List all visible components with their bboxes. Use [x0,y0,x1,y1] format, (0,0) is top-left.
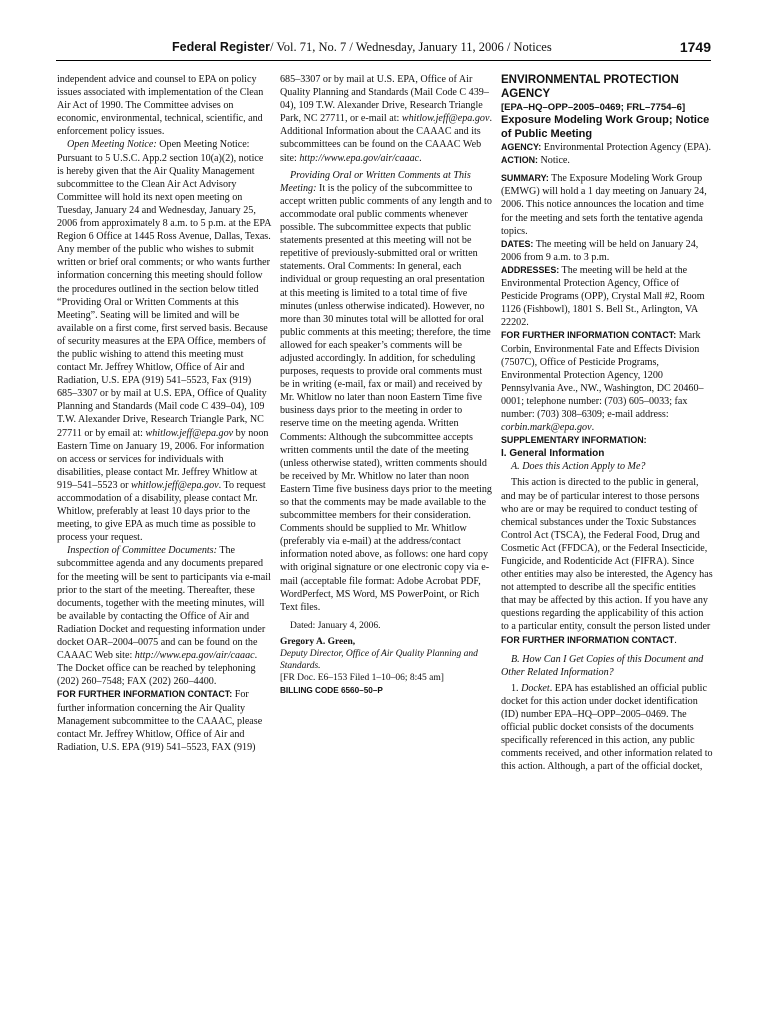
paragraph-label: Providing Oral or Written Comments at This Meeting: [280,169,471,194]
page-number: 1749 [679,39,711,55]
paragraph-text: For further information concerning the Air Quality Management subcommittee to the CAAAC, please contact Mr. Jeffrey Whitlow, Office of Air and Radiation, U.S. EPA (919) 541–5523, FAX (919) [57,689,263,753]
email-link[interactable]: corbin.mark@epa.gov [501,422,592,434]
page-header [0,40,768,60]
column-left [57,73,271,754]
notice-title: Exposure Modeling Work Group; Notice of Public Meeting [501,114,710,140]
paragraph-text: The meeting will be held at the Environmental Protection Agency, Office of Pesticide Programs (OPP), Crystal Mall #2, Room 1126 (Fishbowl), 1801 S. Bell St., Arlington, VA 22202. [501,264,705,329]
fr-doc-line: [FR Doc. E6–153 Filed 1–10–06; 8:45 am] [280,672,444,683]
inspection-paragraph [57,544,271,688]
supplementary-label [501,434,713,447]
email-link[interactable]: whitlow.jeff@epa.gov [401,113,490,125]
paragraph-text: It is the policy of the subcommittee to accept written public comments of any length and to accommodate oral public comments whenever possible. The subcommittee expects that public statements presented at this meeting will not be repetitive of previously-submitted oral or written statements. Oral Comments: In general, each individual or group requesting an oral presentation at this meeting is limited to a total time of five minutes (unless otherwise indicated). However, no more than 30 minutes total will be allotted for oral public comments at this meeting; therefore, the time allowed for each speaker’s comments will be adjusted accordingly. In addition, for scheduling purposes, requests to provide oral comments must be in writing (e-mail, fax or mail) and received by Mr. Whitlow no later than noon Eastern Time five business days prior to the meeting in order to reserve time on the meeting agenda. Written Comments: Although the subcommittee accepts written comments until the date of the meeting (unless otherwise stated), written comments should be received by Mr. Whitlow no later than noon Eastern Time five business days prior to the meeting so that the comments may be made available to the subcommittee members for their consideration. Comments should be supplied to Mr. Whitlow (preferably via e-mail) at the address/contact information noted above, as follows: one hard copy with original signature or one electronic copy via e-mail (acceptable file format: Adobe Acrobat PDF, WordPerfect, MS Word, MS PowerPoint, or Rich Text files. [280,182,492,613]
section-label: ACTION: [501,155,538,166]
paragraph-text: . [591,422,595,434]
paragraph [57,73,271,138]
email-link[interactable]: whitlow.jeff@epa.gov [145,427,234,439]
section-label: DATES: [501,238,534,249]
paragraph [280,73,492,165]
paragraph-text: . EPA has established an official public docket for this action under docket identification (ID) number EPA–HQ–OPP–2005–0469. The official public docket consists of the documents specifically referenced in this action, any public comments received, and other information related to this action. Although, a part of the official docket, [501,682,713,773]
paragraph-text: . [419,152,422,164]
paragraph-text: . The Docket office can be reached by telephoning (202) 260–7548; FAX (202) 260–4400. [57,650,258,688]
paragraph-text: Notice. [537,155,570,167]
paragraph-text: Environmental Protection Agency (EPA). [541,142,712,154]
contact-paragraph [501,329,713,434]
agency-heading: ENVIRONMENTAL PROTECTION AGENCY [501,74,679,100]
signer-title: Deputy Director, Office of Air Quality Planning and Standards. [280,648,478,671]
paragraph-label: Inspection of Committee Documents: [67,545,217,557]
paragraph-text: Open Meeting Notice: Pursuant to 5 U.S.C. App.2 section 10(a)(2), notice is hereby given that the Air Quality Management subcommittee to the Clean Air Act Advisory Committee will hold its next open meeting on Tuesday, January 24 and Wednesday, January 25, 2006 from approximately 8 a.m. to 5 p.m. at the EPA Region 6 Office at 1445 Ross Avenue, Dallas, Texas. Any member of the public who wishes to submit written or brief oral comments; or who wants further information concerning this meeting should follow the procedures outlined in the section below titled “Providing Oral or Written Comments at this Meeting”. Seating will be limited and will be available on a first come, first served basis. Because of security measures at the EPA Office, members of the public wishing to attend this meeting must contact Mr. Jeffrey Whitlow, Office of Air and Radiation, U.S. EPA (919) 541–5523, Fax (919) 685–3307 or by mail at U.S. EPA, Office of Quality Planning and Standards (Mail code C 439–04), 109 T.W. Alexander Drive, Research Triangle Park, NC 27711 or by email at: [57,139,271,439]
applicability-paragraph [501,476,713,646]
addresses-paragraph [501,264,713,329]
section-label: SUPPLEMENTARY INFORMATION: [501,435,647,446]
paragraph-text: The meeting will be held on January 24, 2006 from 9 a.m. to 3 p.m. [501,238,699,263]
section-heading: I. General Information [501,448,605,460]
section-label: SUMMARY: [501,173,549,184]
contact-paragraph [57,688,271,753]
paragraph-text: by noon Eastern Time on January 19, 2006. For information on access or services for individuals with disabilities, please contact Mr. Jeffrey Whitlow at 919–541–5523 or [57,427,269,491]
web-link[interactable]: http://www.epa.gov/air/caaac [299,152,420,164]
section-label: AGENCY: [501,142,542,153]
section-label: FOR FURTHER INFORMATION CONTACT: [501,330,677,341]
comments-paragraph [280,169,492,614]
section-label: ADDRESSES: [501,264,560,275]
open-meeting-paragraph [57,138,271,544]
paragraph-text: This action is directed to the public in general, and may be of particular interest to those persons who are or may be required to conduct testing of chemical substances under the Toxic Substances Control Act (TSCA), the Federal Food, Drug and Cosmetic Act (FFDCA), or the Federal Insecticide, Fungicide, and Rodenticide Act (FIFRA). Since other entities may also be interested, the Agency has not attempted to describe all the specific entities that may be affected by this action. If you have any questions regarding the applicability of this action to a particular entity, consult the person listed under [501,477,713,633]
publication-name: Federal Register [172,40,270,54]
agency-line [501,141,713,154]
header-rule [56,60,711,61]
paragraph-text: Mark Corbin, Environmental Fate and Effects Division (7507C), Office of Pesticide Programs, Environmental Protection Agency, 1200 Pennsylvania Ave., NW., Washington, DC 20460–0001; telephone number: (703) 605–0033; fax number: (703) 308–6309; e-mail address: [501,330,704,420]
docket-number: [EPA–HQ–OPP–2005–0469; FRL–7754–6] [501,102,686,113]
issue-details: / Vol. 71, No. 7 / Wednesday, January 11, 2006 / Notices [269,40,552,54]
paragraph-text: . Additional Information about the CAAAC and its subcommittees can be found on the CAAAC Web site: [280,113,492,164]
billing-code: BILLING CODE 6560–50–P [280,685,383,695]
summary-paragraph [501,172,713,237]
paragraph-text: The subcommittee agenda and any documents prepared for the meeting will be sent to participants via e-mail prior to the start of the meeting. Thereafter, these documents, together with the meeting minutes, will be available by contacting the Office of Air and Radiation Docket and requesting information under docket OAR–2004–0075 and can be found on the CAAAC Web site: [57,545,271,662]
subsection-heading: B. How Can I Get Copies of this Document and Other Related Information? [501,653,704,678]
paragraph-label: Docket [521,682,550,694]
dates-paragraph [501,238,713,264]
running-head [172,40,552,55]
dated-line: Dated: January 4, 2006. [290,620,381,631]
email-link[interactable]: whitlow.jeff@epa.gov [131,479,219,491]
paragraph-text: independent advice and counsel to EPA on policy issues associated with implementation of the Clean Air Act of 1990. The Committee advises on economic, environmental, technical, scientific, and enforcement policy issues. [57,74,264,138]
web-link[interactable]: http://www.epa.gov/air/caaac [134,650,255,662]
paragraph-text: The Exposure Modeling Work Group (EMWG) will hold a 1 day meeting on January 24, 2006. This notice announces the location and time for the meeting and sets forth the tentative agenda topics. [501,173,707,237]
docket-paragraph [501,682,713,774]
paragraph-text: 685–3307 or by mail at U.S. EPA, Office of Air Quality Planning and Standards (Mail Code C 439–04), 109 T.W. Alexander Drive, Research Triangle Park, NC 27711, or e-mail at: [280,74,489,125]
paragraph-text: . To request accommodation of a disability, please contact Mr. Whitlow, preferably at least 10 days prior to the meeting, to give EPA as much time as possible to process your request. [57,479,266,544]
paragraph-label: Open Meeting Notice: [67,139,157,151]
column-middle [280,73,492,697]
item-number: 1. [511,682,522,694]
section-label: FOR FURTHER INFORMATION CONTACT [501,634,675,645]
action-line [501,154,713,167]
section-label: FOR FURTHER INFORMATION CONTACT: [57,689,233,700]
column-right [501,73,713,774]
signer-name: Gregory A. Green, [280,636,356,647]
subsection-heading: A. Does this Action Apply to Me? [511,461,646,473]
paragraph-text: . [674,634,677,646]
